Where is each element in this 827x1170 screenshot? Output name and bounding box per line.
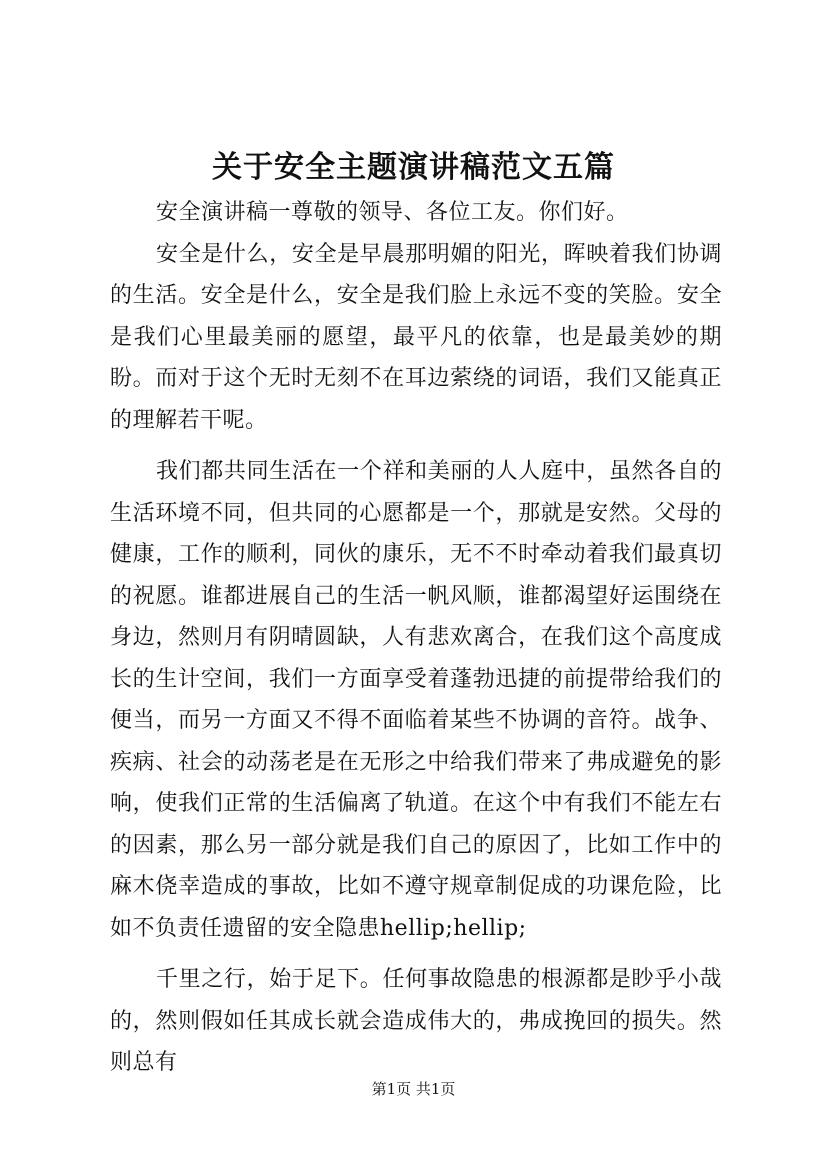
paragraph-greeting: 安全演讲稿一尊敬的领导、各位工友。你们好。 bbox=[156, 200, 629, 225]
paragraph-what-is-safety: 安全是什么，安全是早晨那明媚的阳光，晖映着我们协调的生活。安全是什么，安全是我们脸上永远不变的笑脸。安全是我们心里最美丽的愿望，最平凡的依靠，也是最美妙的期盼。而对于这个无时无刻不在耳边萦绕的词语，我们又能真正的理解若干呢。 bbox=[110, 241, 722, 433]
paragraph-journey: 千里之行，始于足下。任何事故隐患的根源都是眇乎小哉的，然则假如任其成长就会造成伟大的，弗成挽回的损失。然则总有 bbox=[110, 967, 722, 1075]
page-footer: 第1页 共1页 bbox=[371, 1080, 456, 1098]
document-title: 关于安全主题演讲稿范文五篇 bbox=[212, 150, 615, 185]
paragraph-shared-life: 我们都共同生活在一个祥和美丽的人人庭中，虽然各自的生活环境不同，但共同的心愿都是一个，那就是安然。父母的健康，工作的顺利，同伙的康乐，无不不时牵动着我们最真切的祝愿。谁都进展自己的生活一帆风顺，谁都渴望好运围绕在身边，然则月有阴晴圆缺，人有悲欢离合，在我们这个高度成长的生计空间，我们一方面享受着蓬勃迅捷的前提带给我们的便当，而另一方面又不得不面临着某些不协调的音符。战争、疾病、社会的动荡老是在无形之中给我们带来了弗成避免的影响，使我们正常的生活偏离了轨道。在这个中有我们不能左右的因素，那么另一部分就是我们自己的原因了，比如工作中的麻木侥幸造成的事故，比如不遵守规章制促成的功课危险，比如不负责任遗留的安全隐患hellip;hellip; bbox=[110, 459, 722, 941]
document-body bbox=[110, 192, 722, 1084]
